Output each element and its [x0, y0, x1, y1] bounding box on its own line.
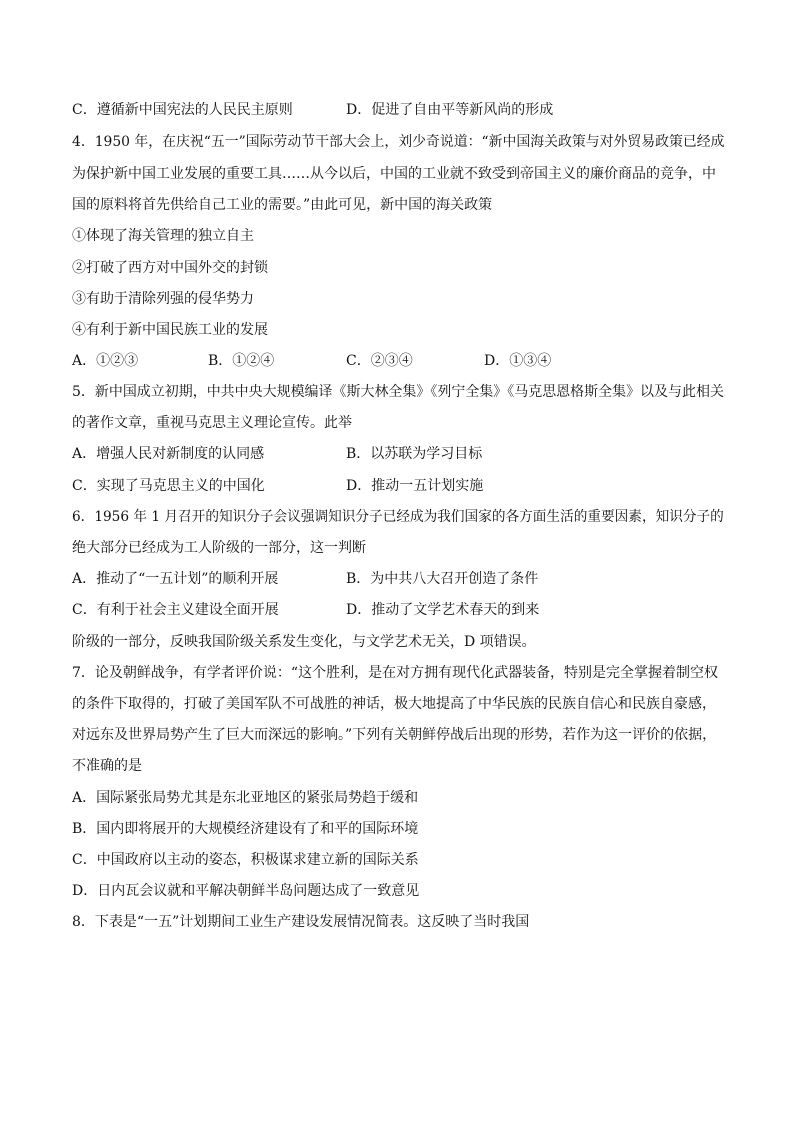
q3-option-d: D．促进了自由平等新风尚的形成: [346, 102, 554, 118]
q8-stem: 8．下表是“一五”计划期间工业生产建设发展情况简表。这反映了当时我国: [72, 914, 530, 930]
q5-option-a: A．增强人民对新制度的认同感: [72, 446, 265, 462]
q7-option-d: D．日内瓦会议就和平解决朝鲜半岛问题达成了一致意见: [72, 883, 420, 899]
q6-stray-analysis-line: 阶级的一部分，反映我国阶级关系发生变化，与文学艺术无关，D 项错误。: [72, 634, 536, 650]
q5-stem-line-1: 5．新中国成立初期，中共中央大规模编译《斯大林全集》《列宁全集》《马克思恩格斯全集》以及与此相关: [72, 384, 724, 400]
q4-option-b: B．①②④: [208, 353, 275, 369]
q3-option-c: C．遵循新中国宪法的人民民主原则: [72, 102, 293, 118]
q6-stem-line-2: 绝大部分已经成为工人阶级的一部分，这一判断: [72, 540, 366, 556]
q5-option-d: D．推动一五计划实施: [346, 478, 484, 494]
q4-item-3: ③有助于清除列强的侵华势力: [72, 291, 254, 307]
q4-item-1: ①体现了海关管理的独立自主: [72, 228, 254, 244]
q7-stem-line-2: 的条件下取得的，打破了美国军队不可战胜的神话，极大地提高了中华民族的民族自信心和民族自豪感，: [72, 696, 716, 712]
q5-stem-line-2: 的著作文章，重视马克思主义理论宣传。此举: [72, 415, 352, 431]
q4-stem-line-1: 4．1950 年，在庆祝“五一”国际劳动节干部大会上，刘少奇说道：“新中国海关政策与对外贸易政策已经成: [72, 134, 725, 150]
q4-option-c: C．②③④: [346, 353, 413, 369]
q7-stem-line-1: 7．论及朝鲜战争，有学者评价说：“这个胜利，是在对方拥有现代化武器装备，特别是完全掌握着制空权: [72, 665, 719, 681]
q6-option-a: A．推动了“一五计划”的顺利开展: [72, 571, 279, 587]
q7-stem-line-3: 对远东及世界局势产生了巨大而深远的影响。”下列有关朝鲜停战后出现的形势，若作为这一评价的依据，: [72, 727, 717, 743]
q6-stem-line-1: 6．1956 年 1 月召开的知识分子会议强调知识分子已经成为我们国家的各方面生活的重要因素，知识分子的: [72, 509, 724, 525]
q7-option-c: C．中国政府以主动的姿态，积极谋求建立新的国际关系: [72, 852, 419, 868]
q7-option-a: A．国际紧张局势尤其是东北亚地区的紧张局势趋于缓和: [72, 790, 419, 806]
q6-option-c: C．有利于社会主义建设全面开展: [72, 602, 279, 618]
q6-option-d: D．推动了文学艺术春天的到来: [346, 602, 540, 618]
q4-item-2: ②打破了西方对中国外交的封锁: [72, 260, 268, 276]
q6-option-b: B．为中共八大召开创造了条件: [346, 571, 539, 587]
q4-item-4: ④有利于新中国民族工业的发展: [72, 322, 268, 338]
q5-option-c: C．实现了马克思主义的中国化: [72, 478, 265, 494]
q4-stem-line-3: 国的原料将首先供给自己工业的需要。”由此可见，新中国的海关政策: [72, 197, 493, 213]
q4-option-a: A．①②③: [72, 353, 139, 369]
q4-option-d: D．①③④: [484, 353, 552, 369]
q5-option-b: B．以苏联为学习目标: [346, 446, 483, 462]
q4-stem-line-2: 为保护新中国工业发展的重要工具……从今以后，中国的工业就不致受到帝国主义的廉价商品的竞争，中: [72, 166, 716, 182]
q7-stem-line-4: 不准确的是: [72, 758, 142, 774]
q7-option-b: B．国内即将展开的大规模经济建设有了和平的国际环境: [72, 821, 419, 837]
